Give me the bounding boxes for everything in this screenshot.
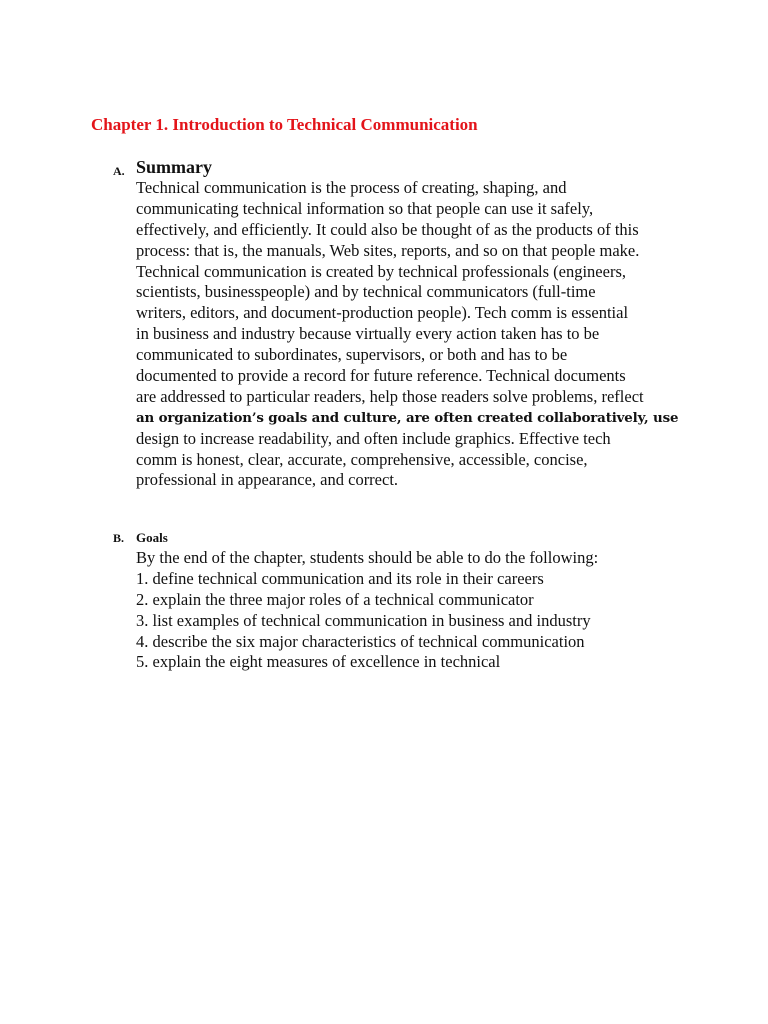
chapter-title: Chapter 1. Introduction to Technical Communication xyxy=(91,115,478,134)
goal-item: 3. list examples of technical communication in business and industry xyxy=(136,610,591,630)
summary-line: scientists, businesspeople) and by technical communicators (full-time xyxy=(136,282,596,302)
summary-line: Technical communication is the process of creating, shaping, and xyxy=(136,178,567,197)
summary-line: professional in appearance, and correct. xyxy=(136,470,399,490)
goals-list xyxy=(136,548,598,673)
summary-heading: Summary xyxy=(136,157,212,177)
goal-item: 1. define technical communication and its role in their careers xyxy=(136,568,544,588)
summary-line: communicating technical information so that people can use it safely, xyxy=(136,198,594,218)
section-a-marker: A. xyxy=(113,164,125,178)
summary-line: in business and industry because virtually every action taken has to be xyxy=(136,324,600,344)
goal-item: 2. explain the three major roles of a technical communicator xyxy=(136,589,534,609)
summary-line-bold: an organization’s goals and culture, are often created collaboratively, use xyxy=(136,409,679,426)
summary-line: effectively, and efficiently. It could also be thought of as the products of this xyxy=(136,219,639,239)
summary-line: Technical communication is created by technical professionals (engineers, xyxy=(136,261,626,281)
section-b-marker: B. xyxy=(113,531,125,545)
summary-line: writers, editors, and document-production people). Tech comm is essential xyxy=(136,303,629,323)
summary-paragraph xyxy=(136,178,678,491)
summary-line: comm is honest, clear, accurate, comprehensive, accessible, concise, xyxy=(136,449,588,469)
goals-intro: By the end of the chapter, students should be able to do the following: xyxy=(136,548,599,567)
summary-line: design to increase readability, and often include graphics. Effective tech xyxy=(136,428,611,448)
summary-line: are addressed to particular readers, help those readers solve problems, reflect xyxy=(136,386,644,406)
summary-line: communicated to subordinates, supervisors, or both and has to be xyxy=(136,345,568,365)
goal-item: 5. explain the eight measures of excellence in technical xyxy=(136,652,501,672)
goals-heading: Goals xyxy=(136,530,168,545)
summary-line: documented to provide a record for future reference. Technical documents xyxy=(136,366,626,386)
summary-line: process: that is, the manuals, Web sites, reports, and so on that people make. xyxy=(136,240,640,260)
goal-item: 4. describe the six major characteristics of technical communication xyxy=(136,631,585,651)
